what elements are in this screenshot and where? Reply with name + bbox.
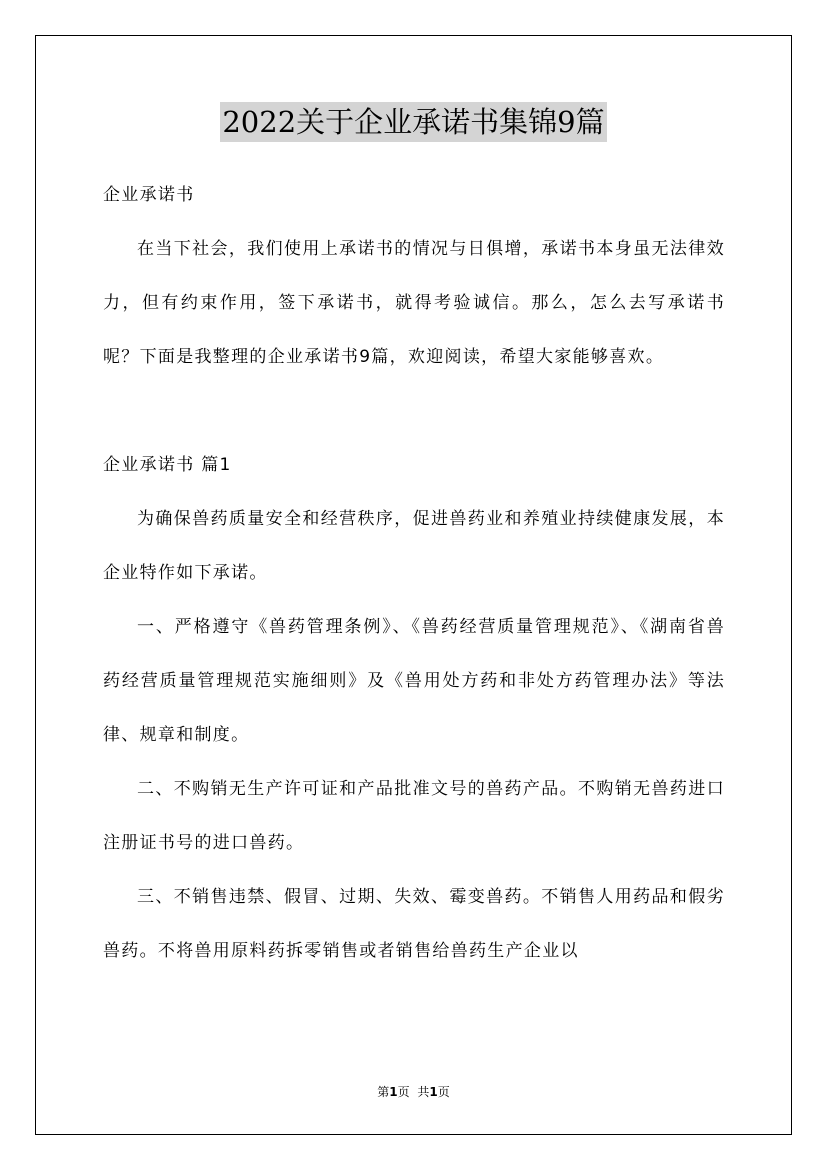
- total-prefix: 共: [417, 1085, 430, 1099]
- page-footer: [0, 1082, 827, 1102]
- document-body: [103, 168, 725, 978]
- paragraph-1: 为确保兽药质量安全和经营秩序，促进兽药业和养殖业持续健康发展，本企业特作如下承诺。: [103, 509, 725, 583]
- total-pages: 1: [429, 1085, 438, 1099]
- page-number: 1: [389, 1085, 398, 1099]
- document-title: 2022关于企业承诺书集锦9篇: [220, 102, 606, 142]
- paragraph-4: 三、不销售违禁、假冒、过期、失效、霉变兽药。不销售人用药品和假劣兽药。不将兽用原料药拆零销售或者销售给兽药生产企业以: [103, 887, 725, 961]
- total-suffix: 页: [437, 1085, 450, 1099]
- title-container: [0, 102, 827, 142]
- paragraph-3: 二、不购销无生产许可证和产品批准文号的兽药产品。不购销无兽药进口注册证书号的进口兽药。: [103, 779, 725, 853]
- page-prefix: 第: [377, 1085, 390, 1099]
- paragraph-2: 一、严格遵守《兽药管理条例》、《兽药经营质量管理规范》、《湖南省兽药经营质量管理规范实施细则》及《兽用处方药和非处方药管理办法》等法律、规章和制度。: [103, 617, 725, 745]
- section-heading: 企业承诺书 篇1: [103, 455, 232, 475]
- intro-paragraph: 在当下社会，我们使用上承诺书的情况与日俱增，承诺书本身虽无法律效力，但有约束作用，签下承诺书，就得考验诚信。那么，怎么去写承诺书呢？下面是我整理的企业承诺书9篇，欢迎阅读，希望大家能够喜欢。: [103, 239, 725, 367]
- section-spacer: [103, 384, 725, 438]
- page-suffix: 页: [397, 1085, 410, 1099]
- intro-heading: 企业承诺书: [103, 185, 195, 205]
